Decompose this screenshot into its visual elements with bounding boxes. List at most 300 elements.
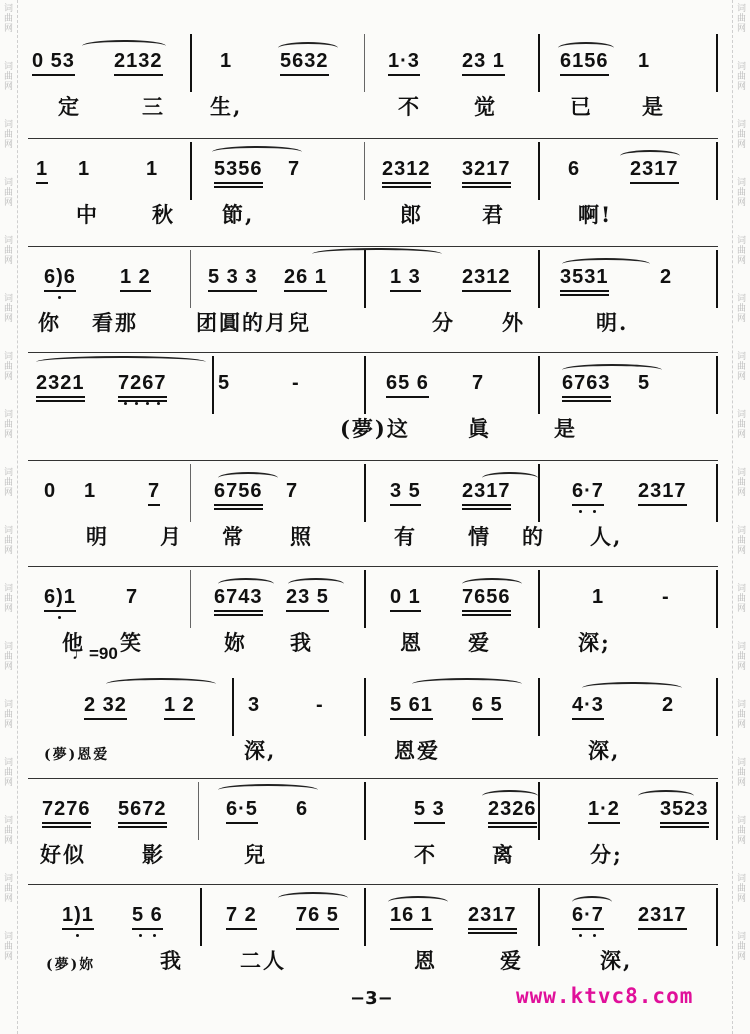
watermark-glyph-group	[737, 352, 746, 382]
watermark-glyph: 词	[3, 4, 13, 14]
watermark-glyph: 词	[3, 62, 13, 72]
bar-line	[716, 142, 718, 200]
note-group: 6·7	[572, 894, 604, 936]
watermark-glyph-group	[737, 526, 746, 556]
note-group: 7656	[462, 576, 511, 618]
watermark-glyph: 网	[3, 546, 13, 556]
bar-line	[538, 250, 540, 308]
note-group: 6·7	[572, 470, 604, 512]
watermark-glyph-group	[737, 758, 746, 788]
watermark-glyph: 词	[3, 178, 13, 188]
staff-rule	[28, 460, 718, 461]
bar-line	[716, 356, 718, 414]
watermark-glyph: 词	[3, 468, 13, 478]
note-group: 2321	[36, 362, 85, 404]
watermark-glyph: 曲	[736, 420, 746, 430]
watermark-glyph-group	[737, 120, 746, 150]
staff-rule	[28, 778, 718, 779]
lyric: 深;	[578, 630, 611, 655]
watermark-glyph: 词	[3, 642, 13, 652]
bar-line	[190, 250, 191, 308]
watermark-glyph-group	[737, 410, 746, 440]
watermark-glyph: 曲	[736, 362, 746, 372]
lyric: (夢)恩爱	[44, 747, 110, 763]
note-group: -	[316, 694, 324, 716]
note-group: 2317	[630, 148, 679, 190]
note-group: 65 6	[386, 362, 429, 404]
watermark-glyph-group	[737, 700, 746, 730]
score-system-9	[22, 884, 728, 992]
watermark-glyph: 词	[3, 758, 13, 768]
lyric: 妳	[224, 630, 247, 655]
note-group: 16 1	[390, 894, 433, 936]
note-group: 5 6	[132, 894, 163, 936]
watermark-glyph: 网	[3, 198, 13, 208]
lyric: 明.	[596, 310, 629, 335]
lyric: 笑	[120, 630, 143, 655]
note-group: 5	[638, 372, 651, 394]
left-watermark-strip	[0, 0, 18, 1034]
watermark-glyph: 网	[3, 314, 13, 324]
watermark-glyph: 曲	[736, 594, 746, 604]
lyric: 你	[38, 310, 61, 335]
watermark-glyph: 曲	[3, 362, 13, 372]
lyric: 月	[160, 524, 183, 549]
lyric: 外	[502, 310, 525, 335]
note-group: 1·2	[588, 788, 620, 830]
note-group: 2312	[462, 256, 511, 298]
note-group: 6·5	[226, 788, 258, 830]
watermark-glyph: 曲	[3, 478, 13, 488]
watermark-glyph-group	[737, 62, 746, 92]
note-group: 3 5	[390, 470, 421, 512]
note-group: 1	[146, 158, 159, 180]
watermark-glyph: 网	[736, 372, 746, 382]
watermark-glyph-group	[737, 4, 746, 34]
note-group: 7 2	[226, 894, 257, 936]
lyric: 我	[290, 630, 313, 655]
watermark-glyph-group	[4, 468, 13, 498]
watermark-glyph: 曲	[736, 188, 746, 198]
score-system-8	[22, 778, 728, 886]
lyric: 他	[62, 630, 85, 655]
watermark-glyph: 词	[736, 758, 746, 768]
watermark-glyph: 网	[736, 488, 746, 498]
note-group: 6	[568, 158, 581, 180]
score-system-5	[22, 460, 728, 568]
note-group: 2317	[462, 470, 511, 512]
bar-line	[538, 464, 540, 522]
note-group: 7267	[118, 362, 167, 404]
watermark-glyph-group	[4, 352, 13, 382]
watermark-glyph: 曲	[3, 246, 13, 256]
watermark-glyph: 网	[736, 546, 746, 556]
note-group: 76 5	[296, 894, 339, 936]
bar-line	[200, 888, 202, 946]
bar-line	[716, 250, 718, 308]
note-group: 2317	[468, 894, 517, 936]
note-group: 3	[248, 694, 261, 716]
watermark-glyph-group	[4, 120, 13, 150]
staff-rule	[28, 352, 718, 353]
note-group: 23 5	[286, 576, 329, 618]
watermark-glyph: 词	[3, 874, 13, 884]
slur	[312, 248, 442, 260]
watermark-glyph: 网	[736, 430, 746, 440]
watermark-glyph: 曲	[3, 884, 13, 894]
lyric: 分	[432, 310, 455, 335]
note-group: 6156	[560, 40, 609, 82]
note-group: 1	[638, 50, 651, 72]
watermark-glyph: 网	[736, 836, 746, 846]
watermark-glyph: 词	[736, 4, 746, 14]
bar-line	[232, 678, 234, 736]
note-group: 1	[592, 586, 605, 608]
lyric: 明	[86, 524, 109, 549]
watermark-glyph: 曲	[3, 304, 13, 314]
site-watermark: www.ktvc8.com	[516, 984, 694, 1008]
lyric: 恩	[414, 948, 437, 973]
bar-line	[716, 34, 718, 92]
staff-rule	[28, 884, 718, 885]
watermark-glyph: 曲	[736, 14, 746, 24]
watermark-glyph: 网	[736, 256, 746, 266]
watermark-glyph-group	[737, 584, 746, 614]
bar-line	[538, 570, 540, 628]
score-system-6	[22, 566, 728, 674]
note-group: 5672	[118, 788, 167, 830]
watermark-glyph: 词	[3, 700, 13, 710]
lyric: 分;	[590, 842, 623, 867]
watermark-glyph: 网	[736, 24, 746, 34]
watermark-glyph: 网	[3, 720, 13, 730]
watermark-glyph: 曲	[736, 768, 746, 778]
watermark-glyph: 曲	[3, 594, 13, 604]
note-group: 0 1	[390, 576, 421, 618]
note-group: 0	[44, 480, 57, 502]
note-group: 6743	[214, 576, 263, 618]
watermark-glyph: 网	[3, 430, 13, 440]
note-group: 2312	[382, 148, 431, 190]
watermark-glyph: 曲	[3, 536, 13, 546]
watermark-glyph: 词	[736, 700, 746, 710]
note-group: 6	[296, 798, 309, 820]
bar-line	[716, 782, 718, 840]
watermark-glyph: 曲	[736, 130, 746, 140]
watermark-glyph: 词	[736, 468, 746, 478]
score-system-3	[22, 246, 728, 354]
watermark-glyph-group	[4, 932, 13, 962]
watermark-glyph: 词	[736, 932, 746, 942]
watermark-glyph: 曲	[736, 942, 746, 952]
lyric: 爱	[468, 630, 491, 655]
lyric: 常	[222, 524, 245, 549]
watermark-glyph: 词	[3, 584, 13, 594]
watermark-glyph: 网	[736, 82, 746, 92]
watermark-glyph: 词	[3, 932, 13, 942]
note-group: 6756	[214, 470, 263, 512]
staff-rule	[28, 246, 718, 247]
watermark-glyph: 网	[3, 836, 13, 846]
watermark-glyph-group	[737, 874, 746, 904]
watermark-glyph: 曲	[736, 72, 746, 82]
right-watermark-strip	[732, 0, 750, 1034]
score-system-7	[22, 674, 728, 782]
lyric: 是	[554, 416, 577, 441]
watermark-glyph: 词	[3, 120, 13, 130]
lyric: 生,	[210, 94, 243, 119]
watermark-glyph: 网	[3, 778, 13, 788]
watermark-glyph: 网	[736, 952, 746, 962]
note-group: -	[662, 586, 670, 608]
score-system-1	[22, 30, 728, 138]
watermark-glyph: 曲	[3, 420, 13, 430]
note-group: 6 5	[472, 684, 503, 726]
bar-line	[538, 888, 540, 946]
watermark-glyph: 词	[736, 526, 746, 536]
watermark-glyph: 词	[736, 816, 746, 826]
tempo-marking: ♩=90	[72, 644, 118, 663]
lyric: 深,	[600, 948, 633, 973]
watermark-glyph: 曲	[3, 188, 13, 198]
watermark-glyph: 网	[3, 952, 13, 962]
score-system-4	[22, 352, 728, 460]
note-group: 1 2	[164, 684, 195, 726]
watermark-glyph: 网	[736, 140, 746, 150]
lyric: 好似	[40, 842, 86, 867]
page-number: −3−	[350, 988, 393, 1009]
watermark-glyph: 曲	[736, 478, 746, 488]
note-group: 6763	[562, 362, 611, 404]
watermark-glyph-group	[737, 932, 746, 962]
lyric: 爱	[500, 948, 523, 973]
bar-line	[190, 570, 191, 628]
lyric: 節,	[222, 202, 255, 227]
note-group: 2326	[488, 788, 537, 830]
lyric: 的	[522, 524, 545, 549]
note-group: 2 32	[84, 684, 127, 726]
watermark-glyph-group	[4, 874, 13, 904]
note-group: 2317	[638, 894, 687, 936]
watermark-glyph: 网	[3, 372, 13, 382]
note-group: 5	[218, 372, 231, 394]
lyric: 君	[482, 202, 505, 227]
note-group: 1)1	[62, 894, 94, 936]
note-group: 1	[36, 148, 48, 190]
watermark-glyph: 网	[736, 778, 746, 788]
note-group: 6)1	[44, 576, 76, 618]
note-group: 2317	[638, 470, 687, 512]
lyric: 是	[642, 94, 665, 119]
bar-line	[538, 34, 540, 92]
staff-rule	[28, 138, 718, 139]
note-group: 4·3	[572, 684, 604, 726]
watermark-glyph: 词	[736, 62, 746, 72]
bar-line	[364, 356, 366, 414]
note-group: 5632	[280, 40, 329, 82]
watermark-glyph: 网	[3, 82, 13, 92]
bar-line	[364, 888, 366, 946]
bar-line	[538, 782, 540, 840]
lyric: 觉	[474, 94, 497, 119]
watermark-glyph: 网	[736, 314, 746, 324]
note-group: 7	[148, 470, 160, 512]
lyric: 情	[468, 524, 491, 549]
watermark-glyph: 词	[3, 294, 13, 304]
watermark-glyph: 词	[736, 642, 746, 652]
note-group: -	[292, 372, 300, 394]
lyric: 团圓的月兒	[196, 310, 311, 335]
lyric: 二人	[240, 948, 286, 973]
watermark-glyph: 词	[3, 352, 13, 362]
watermark-glyph-group	[4, 236, 13, 266]
watermark-glyph-group	[737, 294, 746, 324]
lyric: 定	[58, 94, 81, 119]
lyric: 我	[160, 948, 183, 973]
watermark-glyph: 曲	[736, 304, 746, 314]
watermark-glyph-group	[4, 410, 13, 440]
lyric: 看那	[92, 310, 138, 335]
watermark-glyph: 词	[736, 584, 746, 594]
note-group: 2	[662, 694, 675, 716]
lyric: 秋	[152, 202, 175, 227]
lyric: 恩	[400, 630, 423, 655]
note-group: 23 1	[462, 40, 505, 82]
bar-line	[364, 34, 365, 92]
watermark-glyph: 网	[736, 198, 746, 208]
note-group: 26 1	[284, 256, 327, 298]
watermark-glyph-group	[737, 468, 746, 498]
note-group: 6)6	[44, 256, 76, 298]
bar-line	[364, 678, 366, 736]
watermark-glyph-group	[737, 642, 746, 672]
note-group: 2132	[114, 40, 163, 82]
watermark-glyph-group	[4, 526, 13, 556]
watermark-glyph: 网	[736, 604, 746, 614]
note-group: 7276	[42, 788, 91, 830]
note-group: 2	[660, 266, 673, 288]
note-group: 7	[472, 372, 485, 394]
watermark-glyph-group	[737, 816, 746, 846]
lyric: 三	[142, 94, 165, 119]
note-group: 7	[288, 158, 301, 180]
watermark-glyph: 网	[3, 488, 13, 498]
watermark-glyph-group	[4, 816, 13, 846]
watermark-glyph-group	[4, 758, 13, 788]
watermark-glyph: 词	[736, 294, 746, 304]
watermark-glyph: 曲	[3, 942, 13, 952]
watermark-glyph: 曲	[736, 710, 746, 720]
watermark-glyph-group	[4, 62, 13, 92]
watermark-glyph: 曲	[3, 130, 13, 140]
lyric: 影	[142, 842, 165, 867]
watermark-glyph-group	[4, 178, 13, 208]
lyric: (夢)妳	[46, 957, 96, 973]
watermark-glyph: 词	[3, 410, 13, 420]
watermark-glyph: 曲	[736, 826, 746, 836]
note-group: 5356	[214, 148, 263, 190]
note-group: 3531	[560, 256, 609, 298]
watermark-glyph-group	[4, 700, 13, 730]
watermark-glyph: 网	[3, 894, 13, 904]
lyric: 啊!	[578, 202, 613, 227]
note-group: 0 53	[32, 40, 75, 82]
watermark-glyph: 曲	[3, 826, 13, 836]
bar-line	[198, 782, 199, 840]
lyric: 中	[76, 202, 99, 227]
note-group: 5 61	[390, 684, 433, 726]
watermark-glyph: 词	[3, 526, 13, 536]
watermark-glyph: 网	[3, 256, 13, 266]
watermark-glyph: 曲	[3, 652, 13, 662]
watermark-glyph: 词	[736, 352, 746, 362]
lyric: 照	[290, 524, 313, 549]
watermark-glyph: 词	[3, 236, 13, 246]
lyric: 深,	[588, 738, 621, 763]
bar-line	[538, 142, 540, 200]
lyric: 有	[394, 524, 417, 549]
note-group: 5 3	[414, 788, 445, 830]
watermark-glyph: 网	[3, 140, 13, 150]
note-group: 7	[286, 480, 299, 502]
watermark-glyph-group	[4, 584, 13, 614]
watermark-glyph: 网	[3, 662, 13, 672]
bar-line	[538, 678, 540, 736]
note-group: 3523	[660, 788, 709, 830]
note-group: 1	[220, 50, 233, 72]
bar-line	[364, 464, 366, 522]
watermark-glyph-group	[4, 642, 13, 672]
note-group: 7	[126, 586, 139, 608]
watermark-glyph: 网	[736, 720, 746, 730]
note-group: 1 2	[120, 256, 151, 298]
note-group: 1·3	[388, 40, 420, 82]
staff-rule	[28, 566, 718, 567]
bar-line	[716, 888, 718, 946]
watermark-glyph: 词	[3, 816, 13, 826]
watermark-glyph: 曲	[3, 710, 13, 720]
bar-line	[716, 678, 718, 736]
lyric: 人,	[590, 524, 623, 549]
watermark-glyph: 曲	[3, 14, 13, 24]
watermark-glyph: 网	[3, 24, 13, 34]
watermark-glyph: 词	[736, 410, 746, 420]
watermark-glyph: 曲	[736, 884, 746, 894]
watermark-glyph-group	[4, 294, 13, 324]
bar-line	[364, 570, 366, 628]
note-group: 1 3	[390, 256, 421, 298]
watermark-glyph-group	[737, 236, 746, 266]
lyric: 不	[398, 94, 421, 119]
note-group: 3217	[462, 148, 511, 190]
note-group: 1	[84, 480, 97, 502]
watermark-glyph: 词	[736, 120, 746, 130]
watermark-glyph: 曲	[736, 536, 746, 546]
lyric: 郎	[400, 202, 423, 227]
watermark-glyph: 词	[736, 236, 746, 246]
watermark-glyph: 曲	[3, 72, 13, 82]
lyric: 兒	[244, 842, 267, 867]
bar-line	[716, 570, 718, 628]
bar-line	[190, 34, 192, 92]
bar-line	[190, 142, 192, 200]
watermark-glyph: 网	[3, 604, 13, 614]
bar-line	[364, 142, 365, 200]
lyric: 不	[414, 842, 437, 867]
bar-line	[190, 464, 191, 522]
lyric: 深,	[244, 738, 277, 763]
watermark-glyph: 曲	[3, 768, 13, 778]
